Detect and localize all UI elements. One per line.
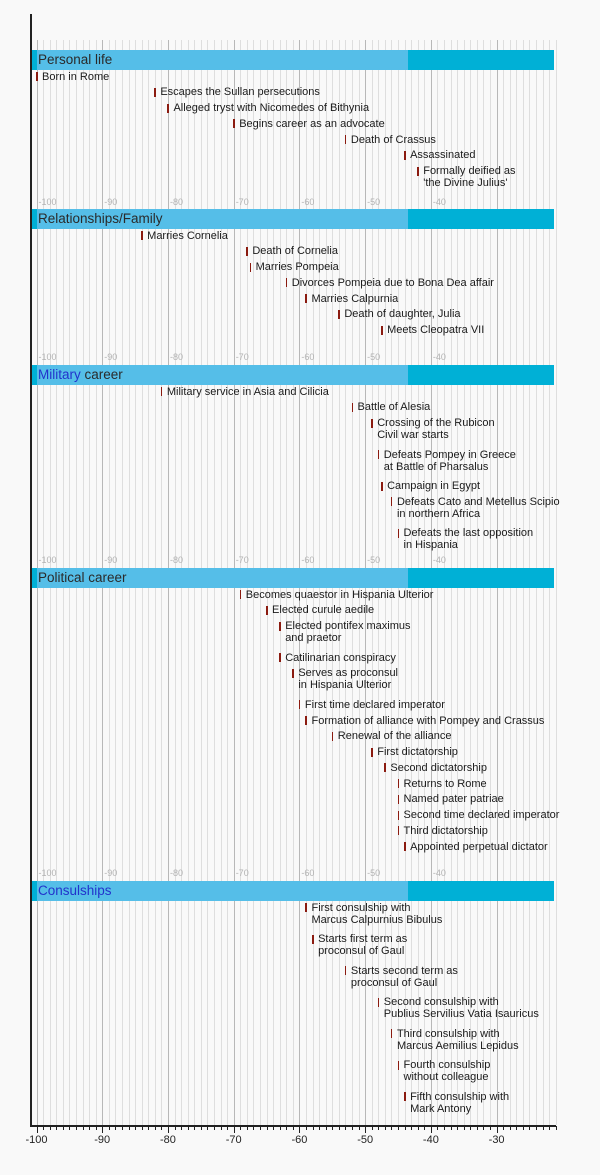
event-label xyxy=(410,841,548,853)
event-label xyxy=(404,809,560,821)
event-marker xyxy=(266,606,268,615)
event-label xyxy=(404,527,534,551)
axis-tick xyxy=(267,1126,268,1130)
axis-tick xyxy=(168,1126,169,1133)
event-label-line: in northern Africa xyxy=(396,507,481,520)
event-marker xyxy=(36,72,38,81)
axis-tick xyxy=(201,1126,202,1130)
axis-tick xyxy=(214,1126,215,1130)
axis-tick xyxy=(365,1126,366,1133)
event-marker xyxy=(312,935,314,944)
event-label-line: First consulship with xyxy=(311,901,411,914)
event-label-line: 'the Divine Julius' xyxy=(423,177,508,189)
event-label-line: Renewal of the alliance xyxy=(337,730,452,743)
axis-tick xyxy=(109,1126,110,1130)
event-label xyxy=(351,965,458,989)
event-label xyxy=(397,1028,519,1052)
axis-tick xyxy=(227,1126,228,1130)
axis-tick xyxy=(418,1126,419,1130)
section-decade-label: -60 xyxy=(301,555,315,565)
axis-tick xyxy=(83,1126,84,1130)
axis-tick xyxy=(69,1126,70,1130)
event-label-line: Fifth consulship with xyxy=(410,1090,510,1103)
event-label-line: Elected curule aedile xyxy=(272,604,375,617)
event-label-line: Second time declared imperator xyxy=(403,809,560,821)
event-label xyxy=(167,386,329,398)
axis-tick xyxy=(536,1126,537,1130)
event-marker xyxy=(398,529,400,538)
event-label-line: Second dictatorship xyxy=(390,761,487,774)
event-label-line: Elected pontifex maximus xyxy=(285,620,411,632)
event-marker xyxy=(378,450,380,459)
event-label xyxy=(173,102,369,114)
axis-tick xyxy=(188,1126,189,1130)
section-decade-label: -90 xyxy=(104,197,118,207)
event-label-line: Divorces Pompeia due to Bona Dea affair xyxy=(291,276,494,289)
axis-tick xyxy=(142,1126,143,1130)
event-label xyxy=(246,589,434,601)
axis-tick xyxy=(398,1126,399,1130)
axis-tick xyxy=(313,1126,314,1130)
event-label-line: Serves as proconsul xyxy=(298,667,399,680)
event-marker xyxy=(404,1092,406,1101)
event-label-line: Becomes quaestor in Hispania Ulterior xyxy=(245,588,434,601)
event-label-line: at Battle of Pharsalus xyxy=(383,460,489,473)
event-marker xyxy=(417,167,419,176)
axis-tick xyxy=(457,1126,458,1130)
axis-tick xyxy=(529,1126,530,1130)
axis-tick xyxy=(451,1126,452,1130)
section-decade-label: -100 xyxy=(38,352,57,362)
event-label-line: Escapes the Sullan persecutions xyxy=(160,86,320,99)
section-decade-label: -50 xyxy=(367,868,381,878)
section-header-bar xyxy=(32,365,554,385)
axis-tick xyxy=(549,1126,550,1130)
axis-tick xyxy=(148,1126,149,1130)
section-decade-label: -80 xyxy=(169,868,183,878)
section-title-text: career xyxy=(80,367,123,382)
event-label-line: Defeats the last opposition xyxy=(403,527,534,540)
axis-tick-label: -40 xyxy=(422,1134,439,1146)
event-label-line: Born in Rome xyxy=(42,70,110,83)
event-marker xyxy=(378,998,380,1007)
event-marker xyxy=(154,88,156,97)
event-label xyxy=(390,762,487,774)
event-label-line: Defeats Pompey in Greece xyxy=(383,448,516,461)
event-label-line: without colleague xyxy=(403,1071,489,1083)
axis-tick xyxy=(76,1126,77,1130)
event-label xyxy=(292,277,494,289)
event-label-line: Civil war starts xyxy=(377,429,449,441)
event-label xyxy=(404,825,488,837)
axis-tick-label: -90 xyxy=(94,1134,111,1146)
axis-tick xyxy=(385,1126,386,1130)
axis-tick xyxy=(293,1126,294,1130)
axis-tick xyxy=(516,1126,517,1130)
event-marker xyxy=(332,732,334,741)
section-title-link[interactable]: Military xyxy=(38,367,81,382)
year-gridline xyxy=(556,40,557,1125)
section-decade-label: -90 xyxy=(104,555,118,565)
event-label xyxy=(256,261,339,273)
axis-tick xyxy=(345,1126,346,1130)
event-marker xyxy=(371,748,373,757)
event-marker xyxy=(345,966,347,975)
event-label-line: Formation of alliance with Pompey and Crassus xyxy=(311,714,545,727)
section-header-bar xyxy=(32,209,554,229)
axis-tick xyxy=(326,1126,327,1130)
event-marker xyxy=(305,294,307,303)
axis-tick xyxy=(221,1126,222,1130)
axis-tick xyxy=(240,1126,241,1130)
axis-tick xyxy=(470,1126,471,1130)
event-label-line: Second consulship with xyxy=(383,996,499,1008)
axis-tick xyxy=(332,1126,333,1130)
axis-tick xyxy=(63,1126,64,1130)
axis-tick xyxy=(135,1126,136,1130)
axis-tick xyxy=(37,1126,38,1133)
section-decade-label: -80 xyxy=(169,197,183,207)
axis-tick xyxy=(497,1126,498,1133)
section-decade-label: -70 xyxy=(235,868,249,878)
section-title xyxy=(38,570,127,585)
axis-tick xyxy=(234,1126,235,1133)
event-label xyxy=(239,118,385,130)
event-label-line: Third dictatorship xyxy=(403,824,488,837)
section-decade-label: -40 xyxy=(432,868,446,878)
axis-tick xyxy=(115,1126,116,1130)
axis-tick xyxy=(352,1126,353,1130)
event-marker xyxy=(398,795,400,804)
axis-tick xyxy=(155,1126,156,1130)
axis-tick xyxy=(280,1126,281,1130)
axis-tick xyxy=(56,1126,57,1130)
section-title xyxy=(38,883,112,898)
section-decade-label: -80 xyxy=(169,555,183,565)
event-label-line: Marcus Calpurnius Bibulus xyxy=(311,913,443,926)
axis-tick xyxy=(437,1126,438,1130)
axis-tick xyxy=(273,1126,274,1130)
event-label xyxy=(410,1091,509,1115)
axis-tick xyxy=(253,1126,254,1130)
axis-tick xyxy=(247,1126,248,1130)
axis-tick xyxy=(260,1126,261,1130)
event-label-line: Begins career as an advocate xyxy=(239,117,385,130)
axis-tick xyxy=(490,1126,491,1130)
event-marker xyxy=(398,826,400,835)
event-marker xyxy=(279,653,281,662)
axis-tick xyxy=(306,1126,307,1130)
event-marker xyxy=(167,104,169,113)
section-decade-label: -70 xyxy=(235,197,249,207)
axis-tick xyxy=(464,1126,465,1130)
event-label xyxy=(384,996,539,1020)
event-label-line: Marries Pompeia xyxy=(255,261,339,273)
axis-tick xyxy=(444,1126,445,1130)
axis-tick xyxy=(319,1126,320,1130)
event-label-line: Marries Calpurnia xyxy=(311,292,399,305)
event-label-line: Appointed perpetual dictator xyxy=(410,840,548,853)
section-decade-label: -90 xyxy=(104,352,118,362)
section-decade-label: -60 xyxy=(301,197,315,207)
event-label xyxy=(344,308,460,320)
event-label-line: Meets Cleopatra VII xyxy=(387,324,485,336)
event-label-line: Alleged tryst with Nicomedes of Bithynia xyxy=(173,102,370,114)
axis-tick xyxy=(477,1126,478,1130)
section-decade-label: -100 xyxy=(38,197,57,207)
event-marker xyxy=(305,903,307,912)
event-label xyxy=(285,620,410,644)
event-label xyxy=(42,71,109,83)
axis-tick xyxy=(96,1126,97,1130)
event-marker xyxy=(352,403,354,412)
axis-tick xyxy=(299,1126,300,1133)
axis-tick xyxy=(503,1126,504,1130)
axis-tick xyxy=(378,1126,379,1130)
axis-tick xyxy=(556,1126,557,1130)
axis-tick xyxy=(43,1126,44,1130)
event-label-line: First dictatorship xyxy=(377,746,458,758)
event-marker xyxy=(404,151,406,160)
event-label-line: Mark Antony xyxy=(410,1102,472,1115)
axis-tick xyxy=(405,1126,406,1130)
axis-tick xyxy=(543,1126,544,1130)
event-label-line: Military service in Asia and Cilicia xyxy=(166,385,329,398)
event-label xyxy=(404,793,504,805)
section-title xyxy=(38,52,112,67)
section-title-text: Personal life xyxy=(38,52,113,67)
section-decade-label: -40 xyxy=(432,555,446,565)
event-label xyxy=(397,496,560,520)
axis-tick xyxy=(129,1126,130,1130)
section-decade-label: -70 xyxy=(235,555,249,565)
event-marker xyxy=(279,622,281,631)
section-decade-label: -80 xyxy=(169,352,183,362)
axis-tick xyxy=(286,1126,287,1130)
section-header-bar xyxy=(32,881,554,901)
section-decade-label: -90 xyxy=(104,868,118,878)
event-label xyxy=(404,1059,491,1083)
event-label-line: proconsul of Gaul xyxy=(318,945,405,957)
event-marker xyxy=(292,669,294,678)
event-label xyxy=(285,652,396,664)
axis-tick xyxy=(510,1126,511,1130)
event-marker xyxy=(250,263,252,272)
event-label xyxy=(338,730,452,742)
event-label xyxy=(423,165,515,189)
event-marker xyxy=(398,779,400,788)
event-marker xyxy=(398,1061,400,1070)
event-label-line: Battle of Alesia xyxy=(357,401,431,414)
event-label-line: Third consulship with xyxy=(396,1027,500,1040)
event-label-line: in Hispania xyxy=(403,539,458,552)
event-marker xyxy=(391,1029,393,1038)
axis-tick-label: -30 xyxy=(488,1134,505,1146)
event-label xyxy=(377,417,494,441)
event-label-line: First time declared imperator xyxy=(304,698,445,711)
event-label xyxy=(252,245,338,257)
event-label-line: Defeats Cato and Metellus Scipio xyxy=(396,495,560,508)
event-label-line: Campaign in Egypt xyxy=(387,480,481,492)
axis-tick xyxy=(424,1126,425,1130)
section-decade-label: -60 xyxy=(301,352,315,362)
section-title-link[interactable]: Consulships xyxy=(38,883,112,898)
event-marker xyxy=(345,135,347,144)
event-label xyxy=(298,667,398,691)
section-title xyxy=(38,211,163,226)
event-label-line: Returns to Rome xyxy=(403,777,487,790)
event-label xyxy=(387,480,480,492)
event-marker xyxy=(381,326,383,335)
event-marker xyxy=(305,716,307,725)
section-decade-label: -70 xyxy=(235,352,249,362)
section-decade-label: -100 xyxy=(38,555,57,565)
event-label xyxy=(147,230,228,242)
section-decade-label: -60 xyxy=(301,868,315,878)
axis-tick xyxy=(372,1126,373,1130)
event-marker xyxy=(371,419,373,428)
axis-tick xyxy=(194,1126,195,1130)
axis-tick-label: -60 xyxy=(291,1134,308,1146)
event-label-line: Named pater patriae xyxy=(403,793,504,806)
event-label-line: in Hispania Ulterior xyxy=(298,679,392,692)
axis-tick xyxy=(102,1126,103,1133)
event-marker xyxy=(338,310,340,319)
event-label xyxy=(358,401,431,413)
event-marker xyxy=(141,231,143,240)
section-decade-label: -50 xyxy=(367,555,381,565)
axis-tick xyxy=(50,1126,51,1130)
axis-tick-label: -80 xyxy=(160,1134,176,1146)
event-marker xyxy=(233,119,235,128)
event-label xyxy=(311,902,442,926)
event-label-line: Death of Crassus xyxy=(350,133,436,146)
axis-tick xyxy=(339,1126,340,1130)
event-label-line: Marries Cornelia xyxy=(147,229,228,242)
event-marker xyxy=(299,700,301,709)
event-label-line: Publius Servilius Vatia Isauricus xyxy=(383,1008,539,1020)
event-label xyxy=(404,778,487,790)
event-label xyxy=(311,293,398,305)
event-label-line: and praetor xyxy=(285,632,342,644)
section-title xyxy=(38,367,123,382)
section-decade-label: -50 xyxy=(367,352,381,362)
event-label xyxy=(318,933,407,957)
event-label-line: Crossing of the Rubicon xyxy=(377,417,495,429)
event-label xyxy=(305,699,445,711)
axis-tick xyxy=(175,1126,176,1130)
axis-tick xyxy=(523,1126,524,1130)
axis-tick-label: -100 xyxy=(25,1134,48,1146)
event-label-line: Starts first term as xyxy=(318,933,408,945)
event-marker xyxy=(246,247,248,256)
axis-tick xyxy=(431,1126,432,1133)
event-label-line: Fourth consulship xyxy=(403,1059,491,1071)
axis-tick xyxy=(122,1126,123,1130)
event-label xyxy=(272,604,374,616)
axis-tick xyxy=(391,1126,392,1130)
event-marker xyxy=(404,842,406,851)
event-label-line: Death of Cornelia xyxy=(252,245,338,258)
event-label xyxy=(410,149,475,161)
section-decade-label: -40 xyxy=(432,197,446,207)
event-label-line: Assassinated xyxy=(410,149,476,162)
event-label xyxy=(311,715,544,727)
event-label-line: Marcus Aemilius Lepidus xyxy=(396,1039,519,1052)
section-header-bar xyxy=(32,50,554,70)
event-label xyxy=(384,449,516,473)
axis-tick xyxy=(181,1126,182,1130)
event-label-line: Catilinarian conspiracy xyxy=(285,651,396,664)
event-marker xyxy=(381,482,383,491)
axis-tick xyxy=(89,1126,90,1130)
event-label-line: proconsul of Gaul xyxy=(350,976,438,989)
section-title-text: Political career xyxy=(38,570,127,585)
event-label-line: Death of daughter, Julia xyxy=(344,308,461,321)
axis-tick-label: -50 xyxy=(357,1134,374,1146)
axis-tick xyxy=(359,1126,360,1130)
event-marker xyxy=(398,811,400,820)
event-marker xyxy=(391,497,393,506)
event-label xyxy=(351,134,436,146)
event-marker xyxy=(161,387,163,396)
event-label xyxy=(387,324,484,336)
event-label xyxy=(160,86,320,98)
axis-tick xyxy=(207,1126,208,1130)
event-marker xyxy=(286,278,288,287)
event-marker xyxy=(240,590,242,599)
section-decade-label: -40 xyxy=(432,352,446,362)
section-decade-label: -50 xyxy=(367,197,381,207)
axis-tick-label: -70 xyxy=(225,1134,242,1146)
axis-tick xyxy=(411,1126,412,1130)
event-label-line: Formally deified as xyxy=(423,165,516,177)
section-header-bar xyxy=(32,568,554,588)
section-title-text: Relationships/Family xyxy=(38,211,163,226)
axis-tick xyxy=(161,1126,162,1130)
axis-tick xyxy=(483,1126,484,1130)
section-decade-label: -100 xyxy=(38,868,57,878)
event-label-line: Starts second term as xyxy=(350,964,458,977)
event-label xyxy=(377,746,458,758)
event-marker xyxy=(384,763,386,772)
